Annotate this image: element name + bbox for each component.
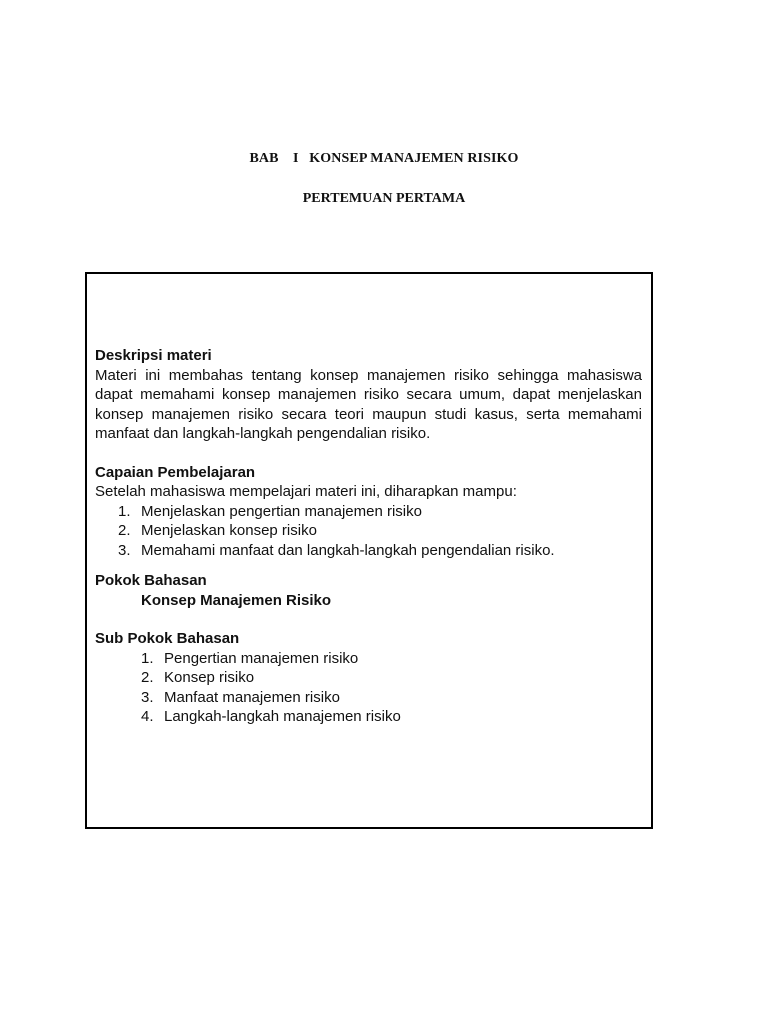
list-item-text: Menjelaskan konsep risiko <box>141 522 317 539</box>
list-item <box>95 668 642 688</box>
list-item <box>95 707 642 727</box>
list-item <box>95 688 642 708</box>
main-topic-text: Konsep Manajemen Risiko <box>141 591 332 609</box>
list-item-text: Memahami manfaat dan langkah-langkah pengendalian risiko. <box>141 541 555 559</box>
sub-topics-heading: Sub Pokok Bahasan <box>95 630 240 647</box>
list-item-text: Menjelaskan pengertian manajemen risiko <box>141 502 422 520</box>
description-heading: Deskripsi materi <box>95 347 212 364</box>
chapter-title: BAB I KONSEP MANAJEMEN RISIKO <box>249 151 519 166</box>
list-item-text: Konsep risiko <box>164 669 255 686</box>
list-item-number: 3. <box>141 688 154 706</box>
learning-outcomes-heading: Capaian Pembelajaran <box>95 463 256 481</box>
description-section <box>95 346 642 444</box>
main-topic-heading: Pokok Bahasan <box>95 572 207 589</box>
learning-outcomes-list <box>95 502 642 561</box>
list-item-number: 3. <box>118 541 131 559</box>
sub-topics-section <box>95 629 642 727</box>
list-item <box>95 521 642 541</box>
list-item-number: 1. <box>118 502 131 520</box>
list-item-number: 1. <box>141 649 154 667</box>
sub-topics-list <box>95 649 642 727</box>
meeting-title: PERTEMUAN PERTAMA <box>302 191 466 206</box>
list-item-text: Langkah-langkah manajemen risiko <box>164 708 401 725</box>
list-item <box>95 541 642 561</box>
list-item <box>95 502 642 522</box>
list-item-number: 2. <box>141 669 154 686</box>
learning-outcomes-intro: Setelah mahasiswa mempelajari materi ini, diharapkan mampu: <box>95 483 517 500</box>
main-topic-section <box>95 571 642 610</box>
list-item-number: 4. <box>141 708 154 725</box>
learning-outcomes-section <box>95 463 642 561</box>
list-item-text: Manfaat manajemen risiko <box>164 688 340 706</box>
list-item-text: Pengertian manajemen risiko <box>164 649 359 667</box>
description-text: Materi ini membahas tentang konsep manajemen risiko sehingga mahasiswa dapat memahami konsep manajemen risiko secara umum, dapat menjelaskan konsep manajemen risiko secara teori maupun studi kasus, serta memahami manfaat dan langkah-langkah pengendalian risiko. <box>95 366 642 442</box>
course-outline-content <box>95 346 642 727</box>
list-item-number: 2. <box>118 522 131 539</box>
list-item <box>95 649 642 669</box>
